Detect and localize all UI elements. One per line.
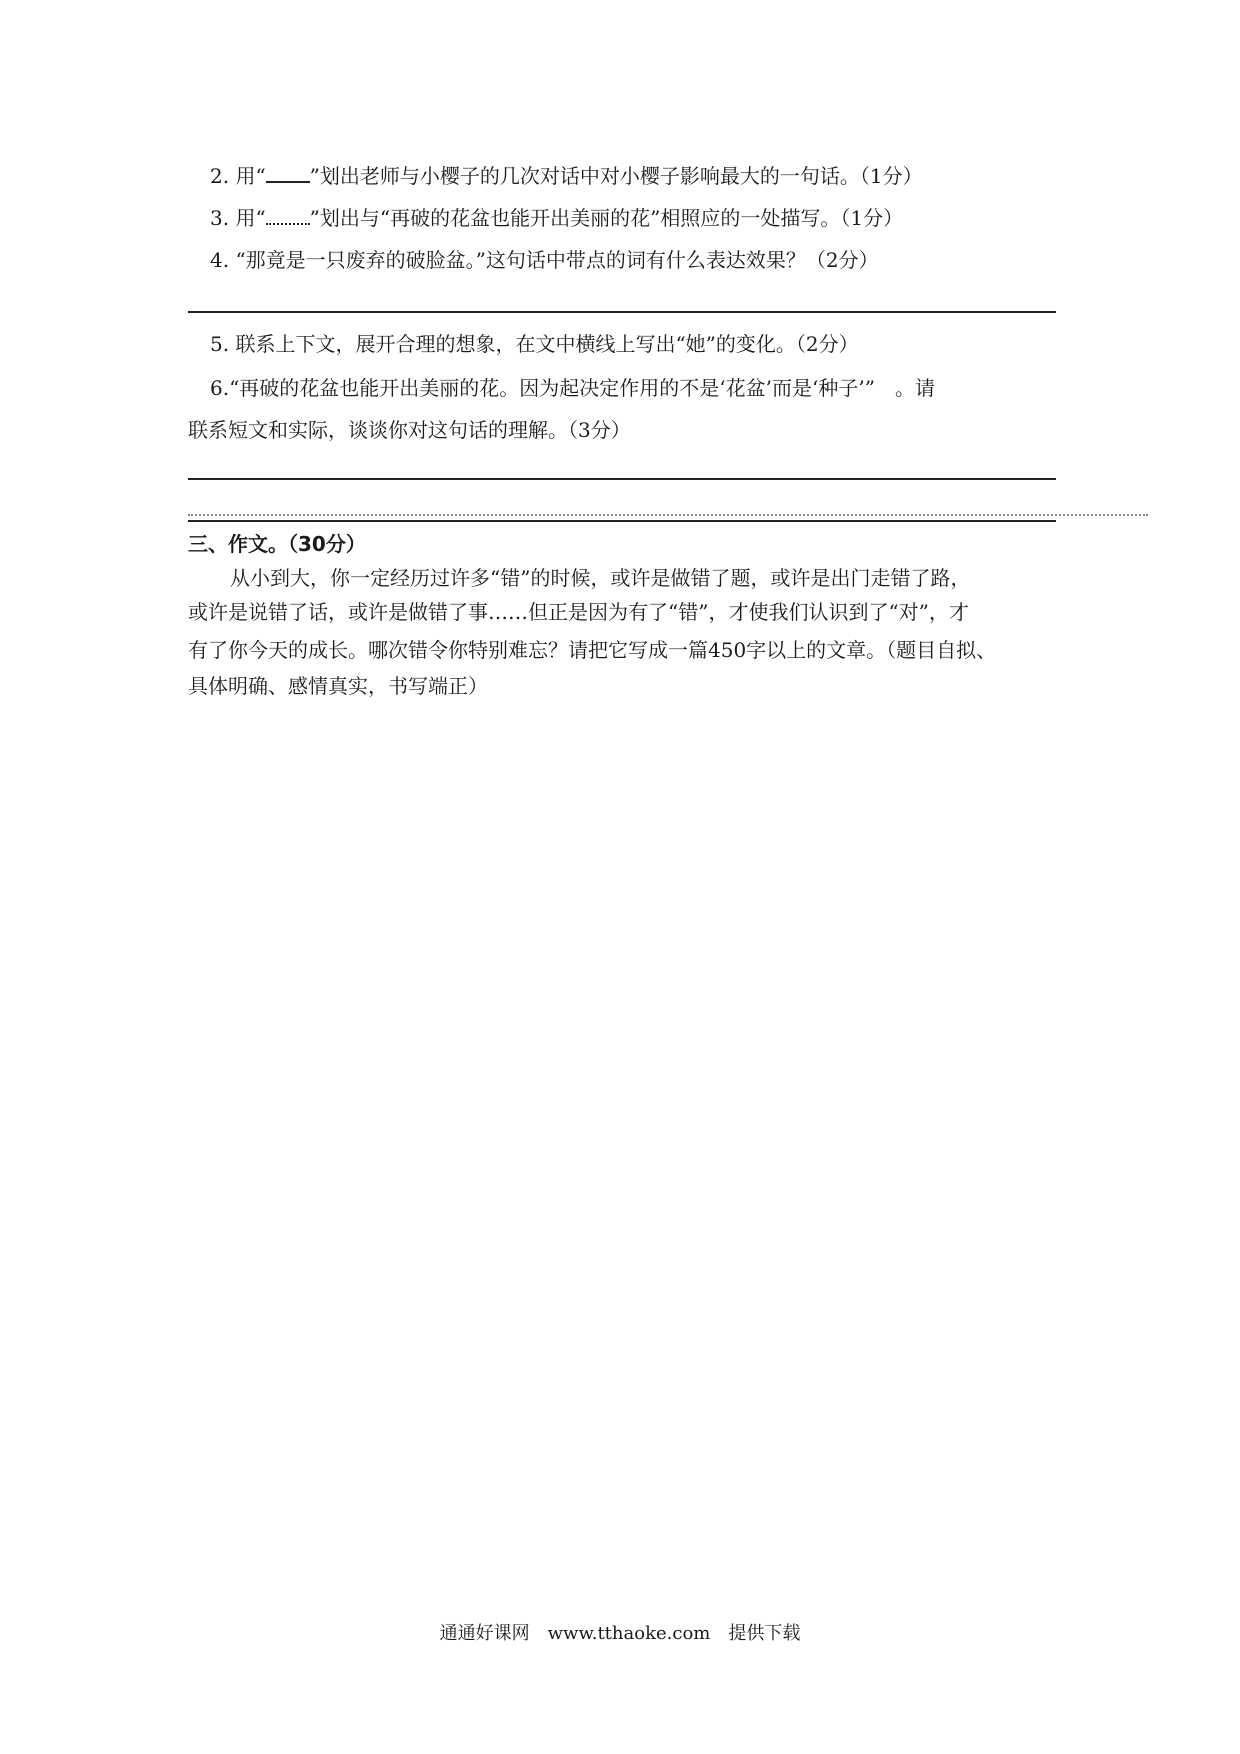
- question-3-prefix: 3. 用“: [210, 206, 266, 230]
- page-footer: 通通好课网 www.tthaoke.com 提供下载: [439, 1623, 801, 1644]
- question-4: 4. “那竟是一只废弃的破脸盆。”这句话中带点的词有什么表达效果？（2分）: [210, 248, 879, 272]
- question-3-suffix: ”划出与“再破的花盆也能开出美丽的花”相照应的一处描写。（1分）: [309, 206, 904, 230]
- section-3-title: 三、作文。（30分）: [188, 532, 366, 556]
- answer-line-q4: [188, 311, 1056, 313]
- essay-prompt-line-3: 有了你今天的成长。哪次错令你特别难忘？请把它写成一篇450字以上的文章。（题目自拟、: [188, 638, 997, 662]
- question-2: [210, 162, 923, 190]
- section-divider-line: [188, 520, 1056, 522]
- answer-line-q6: [188, 478, 1056, 480]
- question-5: 5. 联系上下文，展开合理的想象，在文中横线上写出“她”的变化。（2分）: [210, 332, 859, 356]
- wavy-underline-sample: [266, 205, 310, 225]
- essay-prompt-line-2: 或许是说错了话，或许是做错了事……但正是因为有了“错”，才使我们认识到了“对”，才: [188, 600, 969, 624]
- question-6-line-2: 联系短文和实际，谈谈你对这句话的理解。（3分）: [188, 418, 631, 442]
- essay-prompt-line-1: 从小到大，你一定经历过许多“错”的时候，或许是做错了题，或许是出门走错了路，: [230, 566, 971, 590]
- question-6-line-1: 6.“再破的花盆也能开出美丽的花。因为起决定作用的不是‘花盆’而是‘种子’” 。请: [210, 376, 935, 400]
- essay-prompt-line-4: 具体明确、感情真实，书写端正）: [188, 674, 488, 698]
- solid-underline-sample: [266, 163, 310, 183]
- dotted-separator: [188, 514, 1148, 516]
- question-2-prefix: 2. 用“: [210, 164, 266, 188]
- question-3: [210, 204, 903, 232]
- question-2-suffix: ”划出老师与小樱子的几次对话中对小樱子影响最大的一句话。（1分）: [309, 164, 923, 188]
